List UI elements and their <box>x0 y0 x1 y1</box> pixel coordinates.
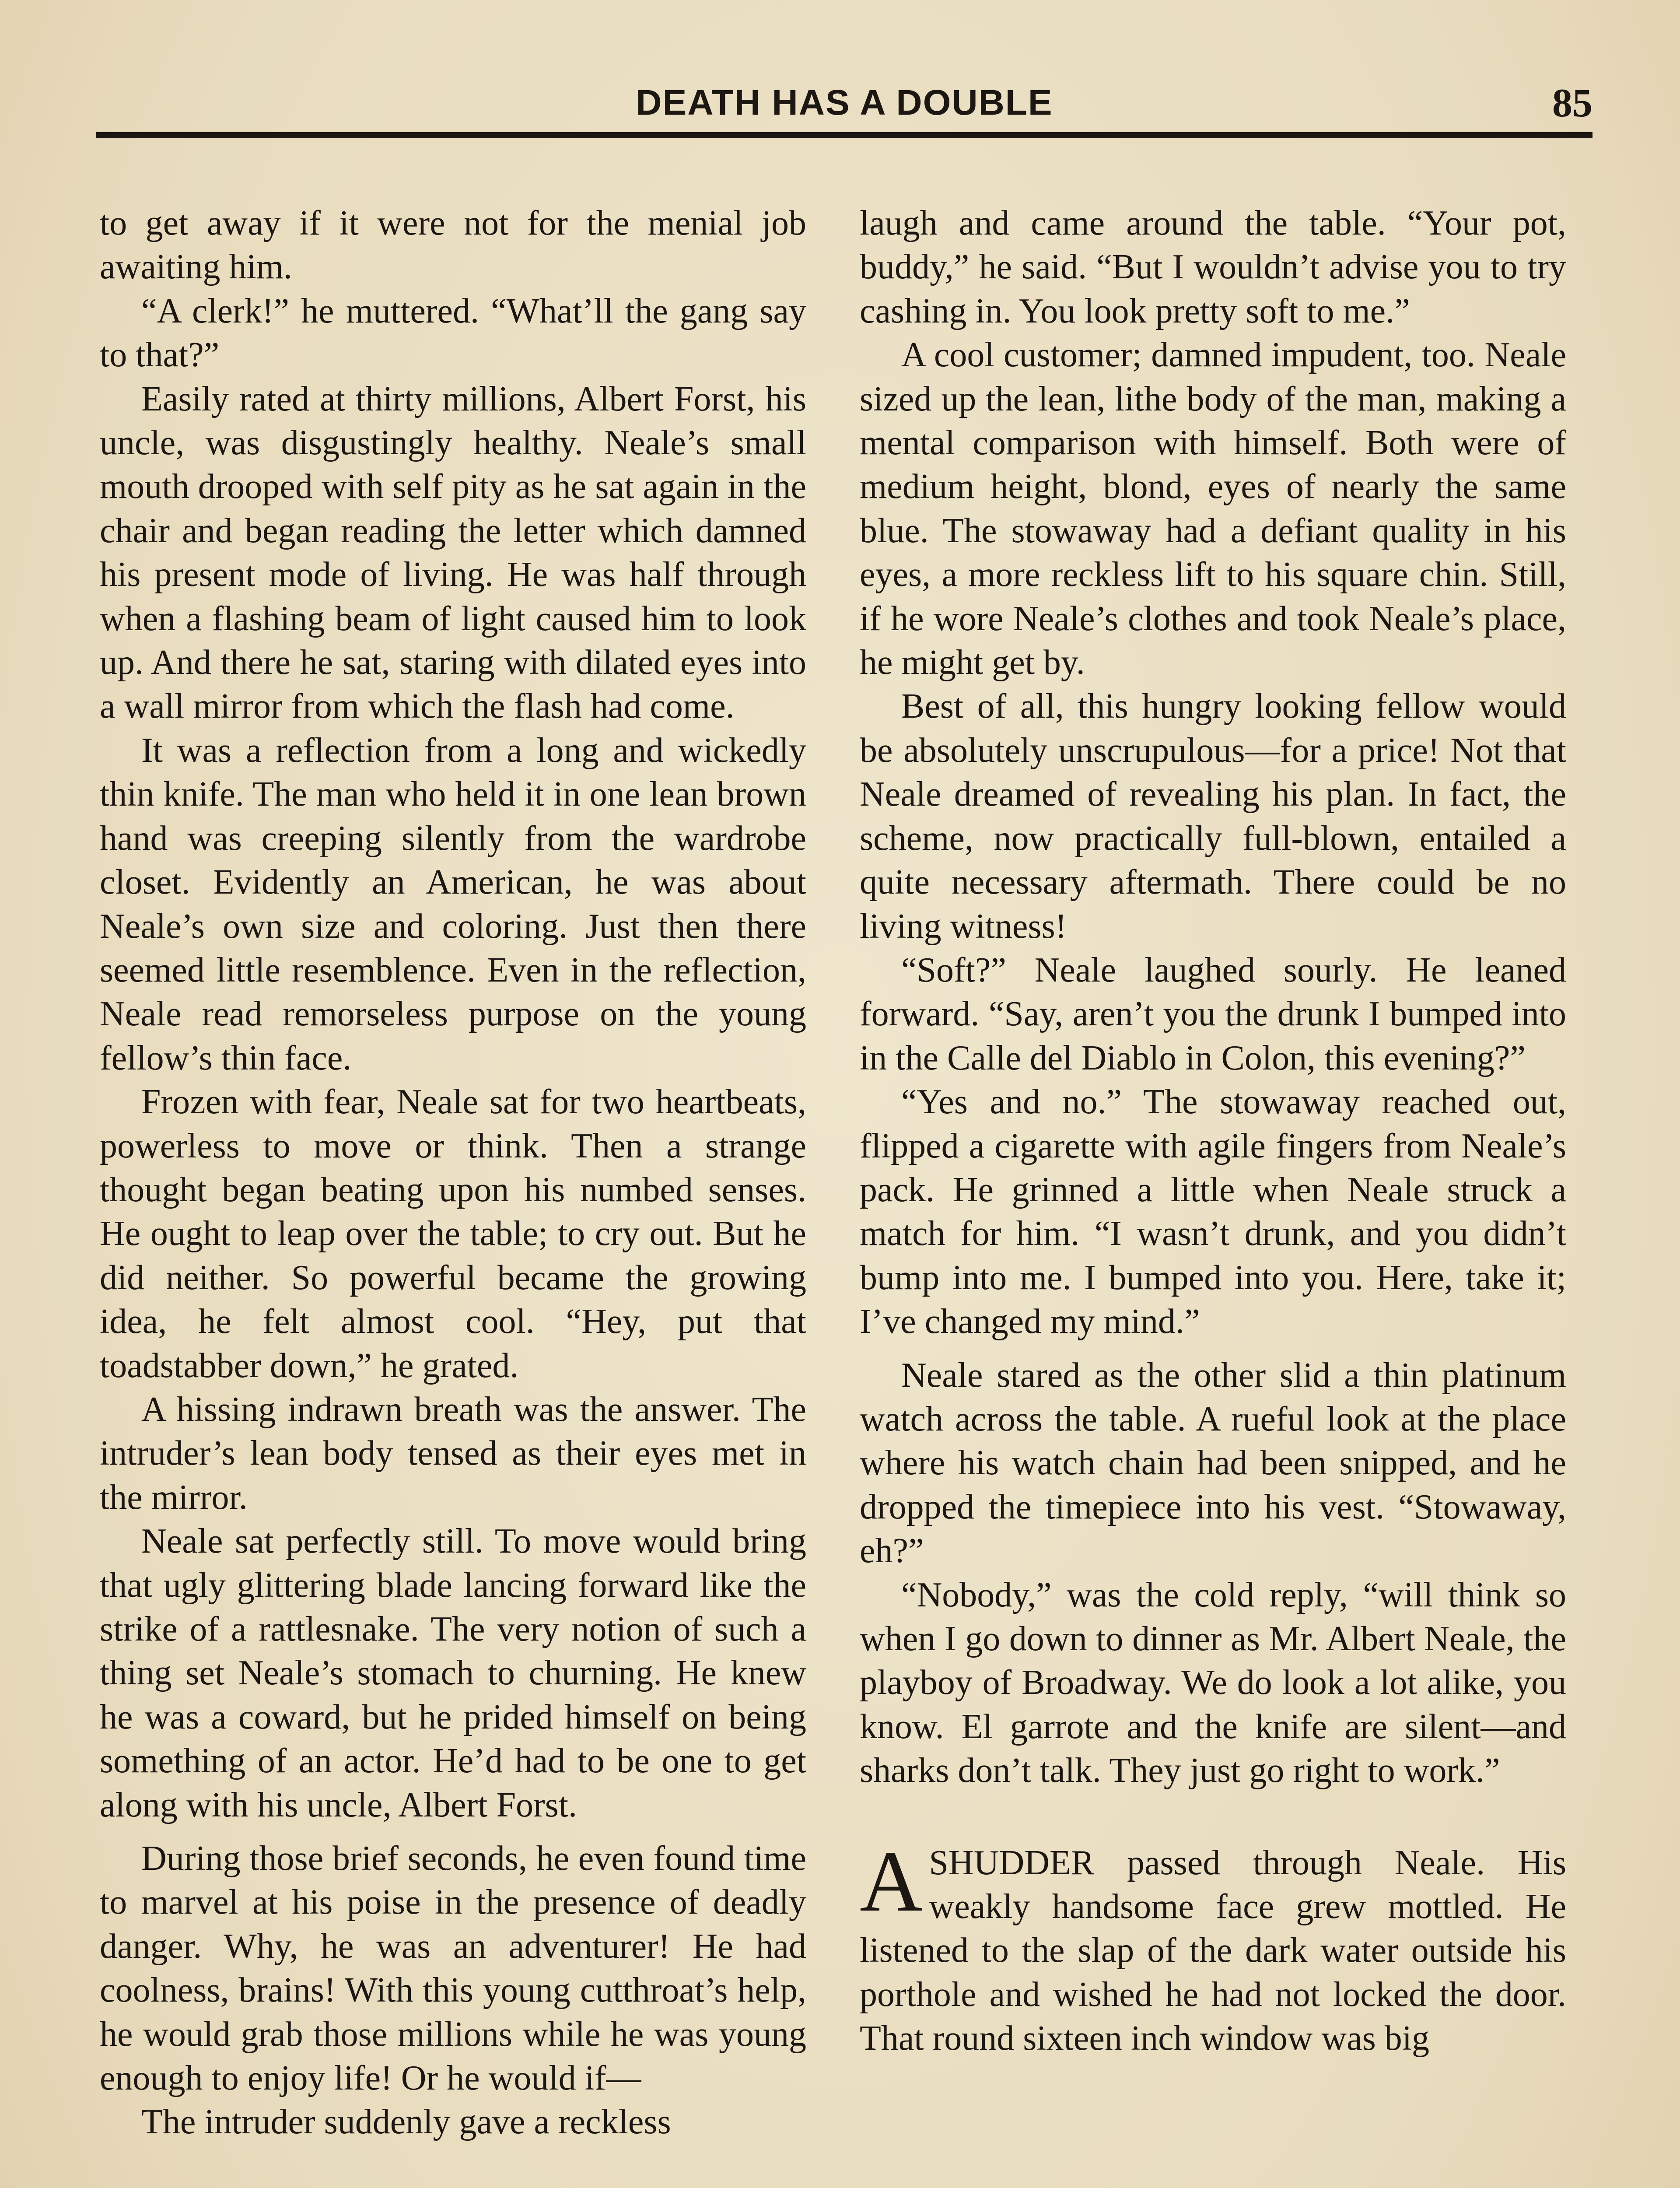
running-header <box>96 79 1592 144</box>
section-opening-paragraph <box>860 1833 1566 2061</box>
paragraph: laugh and came around the table. “Your pot, buddy,” he said. “But I wouldn’t advise you to try cashing in. You look pretty soft to me.” <box>860 204 1566 330</box>
header-rule <box>96 132 1592 138</box>
paragraph: The intruder suddenly gave a reckless <box>141 2103 671 2142</box>
paragraph: “A clerk!” he muttered. “What’ll the gang say to that?” <box>100 291 806 375</box>
section-text: SHUDDER passed through Neale. His weakly handsome face grew mottled. He listened to the slap of the dark water outside his porthole and wished he had not locked the door. That round sixteen inch window was big <box>860 1843 1566 2058</box>
paragraph: It was a reflection from a long and wickedly thin knife. The man who held it in one lean brown hand was creeping silently from the wardrobe closet. Evidently an American, he was about Neale’s own size and coloring. Just then there seemed little resemblence. Even in the reflection, Neale read remorseless purpose on the young fellow’s thin face. <box>100 731 806 1077</box>
paragraph: During those brief seconds, he even found time to marvel at his poise in the presence of deadly danger. Why, he was an adventurer! He had coolness, brains! With this young cutthroat’s help, he would grab those millions while he was young enough to enjoy life! Or he would if— <box>100 1839 806 2098</box>
paragraph: A cool customer; damned impudent, too. Neale sized up the lean, lithe body of the man, making a mental comparison with himself. Both were of medium height, blond, eyes of nearly the same blue. The stowaway had a defiant quality in his eyes, a more reckless lift to his square chin. Still, if he wore Neale’s clothes and took Neale’s place, he might get by. <box>860 336 1566 682</box>
paragraph: Neale stared as the other slid a thin platinum watch across the table. A rueful look at the place where his watch chain had been snipped, and he dropped the timepiece into his vest. “Stowaway, eh?” <box>860 1356 1566 1571</box>
drop-cap-letter: A <box>860 1833 923 1930</box>
paragraph: Frozen with fear, Neale sat for two heartbeats, powerless to move or think. Then a strange thought began beating upon his numbed senses. He ought to leap over the table; to cry out. But he did neither. So powerful became the growing idea, he felt almost cool. “Hey, put that toadstabber down,” he grated. <box>100 1083 806 1385</box>
paragraph: “Yes and no.” The stowaway reached out, flipped a cigarette with agile fingers from Neale’s pack. He grinned a little when Neale struck a match for him. “I wasn’t drunk, and you didn’t bump into me. I bumped into you. Here, take it; I’ve changed my mind.” <box>860 1083 1566 1341</box>
story-title: DEATH HAS A DOUBLE <box>636 83 1053 123</box>
right-column <box>860 201 1566 2061</box>
paragraph: “Soft?” Neale laughed sourly. He leaned forward. “Say, aren’t you the drunk I bumped into in the Calle del Diablo in Colon, this evening?” <box>860 950 1566 1077</box>
paragraph: “Nobody,” was the cold reply, “will think so when I go down to dinner as Mr. Albert Neale, the playboy of Broadway. We do look a lot alike, you know. El garrote and the knife are silent—and sharks don’t talk. They just go right to work.” <box>860 1575 1566 1790</box>
paragraph: Neale sat perfectly still. To move would bring that ugly glittering blade lancing forward like the strike of a rattlesnake. The very notion of such a thing set Neale’s stomach to churning. He knew he was a coward, but he prided himself on being something of an actor. He’d had to be one to get along with his uncle, Albert Forst. <box>100 1522 806 1824</box>
paragraph: Best of all, this hungry looking fellow would be absolutely unscrupulous—for a price! Not that Neale dreamed of revealing his plan. In fact, the scheme, now practically full-blown, entailed a quite necessary aftermath. There could be no living witness! <box>860 687 1566 946</box>
left-column <box>100 201 806 2144</box>
paragraph: to get away if it were not for the menial job awaiting him. <box>100 204 806 287</box>
page-number: 85 <box>1552 81 1592 125</box>
paragraph: Easily rated at thirty millions, Albert Forst, his uncle, was disgustingly healthy. Neale’s small mouth drooped with self pity as he sat again in the chair and began reading the letter which damned his present mode of living. He was half through when a flashing beam of light caused him to look up. And there he sat, staring with dilated eyes into a wall mirror from which the flash had come. <box>100 379 806 726</box>
paragraph: A hissing indrawn breath was the answer. The intruder’s lean body tensed as their eyes met in the mirror. <box>100 1390 806 1517</box>
